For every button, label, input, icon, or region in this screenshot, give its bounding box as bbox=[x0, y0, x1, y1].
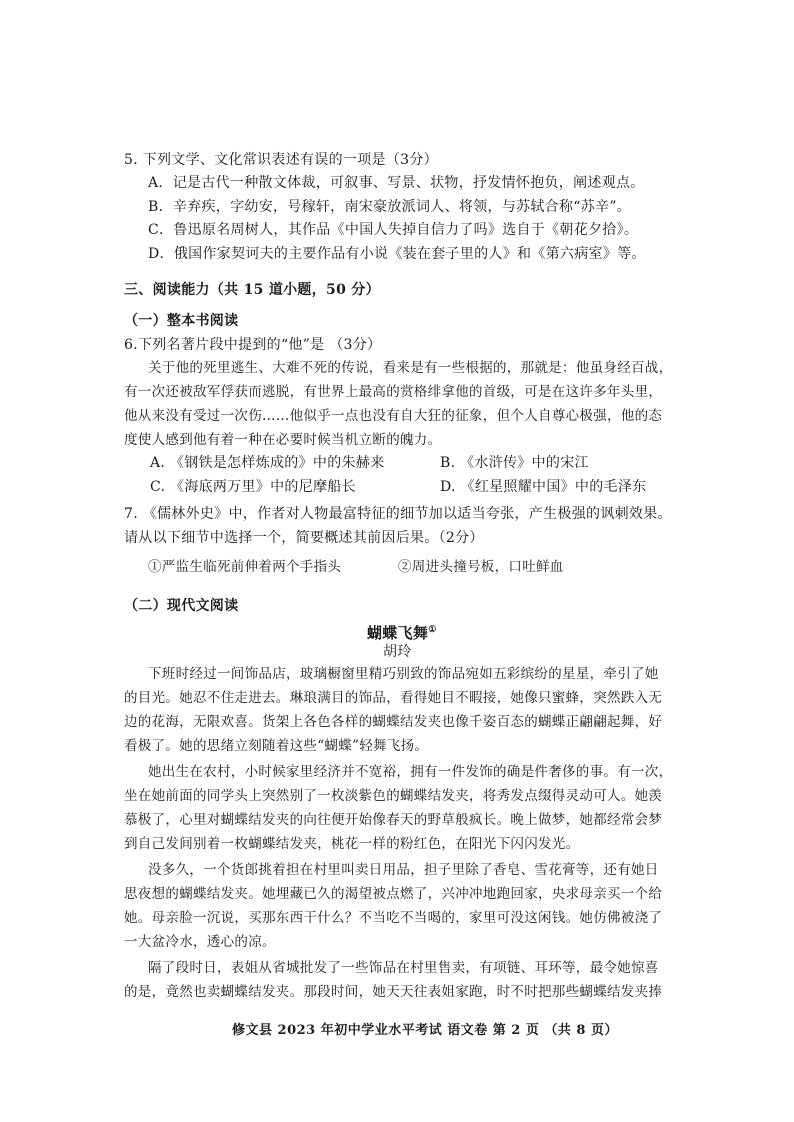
article-line: 下班时经过一间饰品店，玻璃橱窗里精巧别致的饰品宛如五彩缤纷的星星，牵引了她 bbox=[148, 666, 659, 682]
article-title bbox=[367, 620, 437, 643]
article-line: 隔了段时日，表姐从省城批发了一些饰品在村里售卖，有项链、耳环等，最令她惊喜 bbox=[148, 960, 659, 976]
footnote-marker: ① bbox=[428, 625, 437, 635]
q7-choice-2: ②周进头撞号板，口吐鲜血 bbox=[398, 559, 564, 575]
article-line: 思夜想的蝴蝶结发夹。她埋藏已久的渴望被点燃了，兴冲冲地跑回家，央求母亲买一个给 bbox=[124, 886, 663, 902]
q6-passage-line: 关于他的死里逃生、大难不死的传说，看来是有一些根据的，那就是：他虽身经百战， bbox=[148, 360, 673, 376]
article-line: 没多久，一个货郎挑着担在村里叫卖日用品，担子里除了香皂、雪花膏等，还有她日 bbox=[148, 862, 659, 878]
article-line: 慕极了，心里对蝴蝶结发夹的向往便开始像春天的野草般疯长。晚上做梦，她都经常会梦 bbox=[124, 812, 663, 828]
q6-option-c: C. 《海底两万里》中的尼摩船长 bbox=[150, 479, 356, 495]
q6-option-b: B. 《水浒传》中的宋江 bbox=[440, 455, 589, 471]
q7-line: 请从以下细节中选择一个，简要概述其前因后果。（2分） bbox=[124, 530, 484, 546]
q6-option-a: A. 《钢铁是怎样炼成的》中的朱赫来 bbox=[150, 455, 385, 471]
article-line: 她出生在农村，小时候家里经济并不宽裕，拥有一件发饰的确是件奢侈的事。有一次， bbox=[148, 764, 673, 780]
q7-line: 7. 《儒林外史》中，作者对人物最富特征的细节加以适当夸张，产生极强的讽刺效果。 bbox=[124, 506, 672, 522]
q5-option-b: B．辛弃疾，字幼安，号稼轩，南宋豪放派词人、将领，与苏轼合称“苏辛”。 bbox=[148, 199, 632, 215]
q5-option-a: A．记是古代一种散文体裁，可叙事、写景、状物，抒发情怀抱负，阐述观点。 bbox=[148, 175, 645, 191]
q6-passage-line: 度使人感到他有着一种在必要时候当机立断的魄力。 bbox=[124, 432, 442, 448]
q5-option-c: C．鲁迅原名周树人，其作品《中国人失掉自信力了吗》选自于《朝花夕拾》。 bbox=[148, 222, 639, 238]
article-line: 边的花海，无限欢喜。货架上各色各样的蝴蝶结发夹也像千姿百态的蝴蝶正翩翩起舞，好 bbox=[124, 714, 663, 730]
article-line: 一大盆冷水，透心的凉。 bbox=[124, 934, 276, 950]
q7-choice-1: ①严监生临死前伸着两个手指头 bbox=[148, 559, 342, 575]
section3-heading: 三、阅读能力（共 15 道小题，50 分） bbox=[124, 282, 380, 298]
part1-heading: （一）整本书阅读 bbox=[124, 313, 239, 329]
page-footer: 修文县 2023 年初中学业水平考试 语文卷 第 2 页 （共 8 页） bbox=[232, 1023, 619, 1038]
article-line: 坐在她前面的同学头上突然别了一枚淡紫色的蝴蝶结发夹，将秀发点缀得灵动可人。她羡 bbox=[124, 788, 663, 804]
q6-stem: 6.下列名著片段中提到的“他”是 （3分） bbox=[124, 337, 382, 353]
article-line: 她。母亲脸一沉说，买那东西干什么？不当吃不当喝的，家里可没这闲钱。她仿佛被浇了 bbox=[124, 910, 663, 926]
q5-option-d: D．俄国作家契诃夫的主要作品有小说《装在套子里的人》和《第六病室》等。 bbox=[148, 246, 646, 262]
article-line: 看极了。她的思绪立刻随着这些“蝴蝶”轻舞飞扬。 bbox=[124, 738, 429, 754]
article-line: 的是，竟然也卖蝴蝶结发夹。那段时间，她天天往表姐家跑，时不时把那些蝴蝶结发夹捧 bbox=[124, 984, 663, 1000]
q6-passage-line: 他从来没有受过一次伤……他似乎一点也没有自大狂的征象，但个人自尊心极强，他的态 bbox=[124, 408, 663, 424]
part2-heading: （二）现代文阅读 bbox=[124, 598, 239, 614]
article-author: 胡玲 bbox=[383, 644, 412, 660]
article-line: 到自己发间别着一枚蝴蝶结发夹，桃花一样的粉红色，在阳光下闪闪发光。 bbox=[124, 836, 580, 852]
q6-passage-line: 有一次还被敌军俘获而逃脱，有世界上最高的赏格绯拿他的首级，可是在这许多年头里， bbox=[124, 384, 663, 400]
q6-option-d: D. 《红星照耀中国》中的毛泽东 bbox=[440, 479, 647, 495]
q5-stem: 5. 下列文学、文化常识表述有误的一项是（3分） bbox=[124, 152, 438, 168]
article-line: 的目光。她忍不住走进去。琳琅满目的饰品，看得她目不暇接，她像只蜜蜂，突然跌入无 bbox=[124, 690, 663, 706]
article-title-text: 蝴蝶飞舞 bbox=[367, 624, 429, 642]
